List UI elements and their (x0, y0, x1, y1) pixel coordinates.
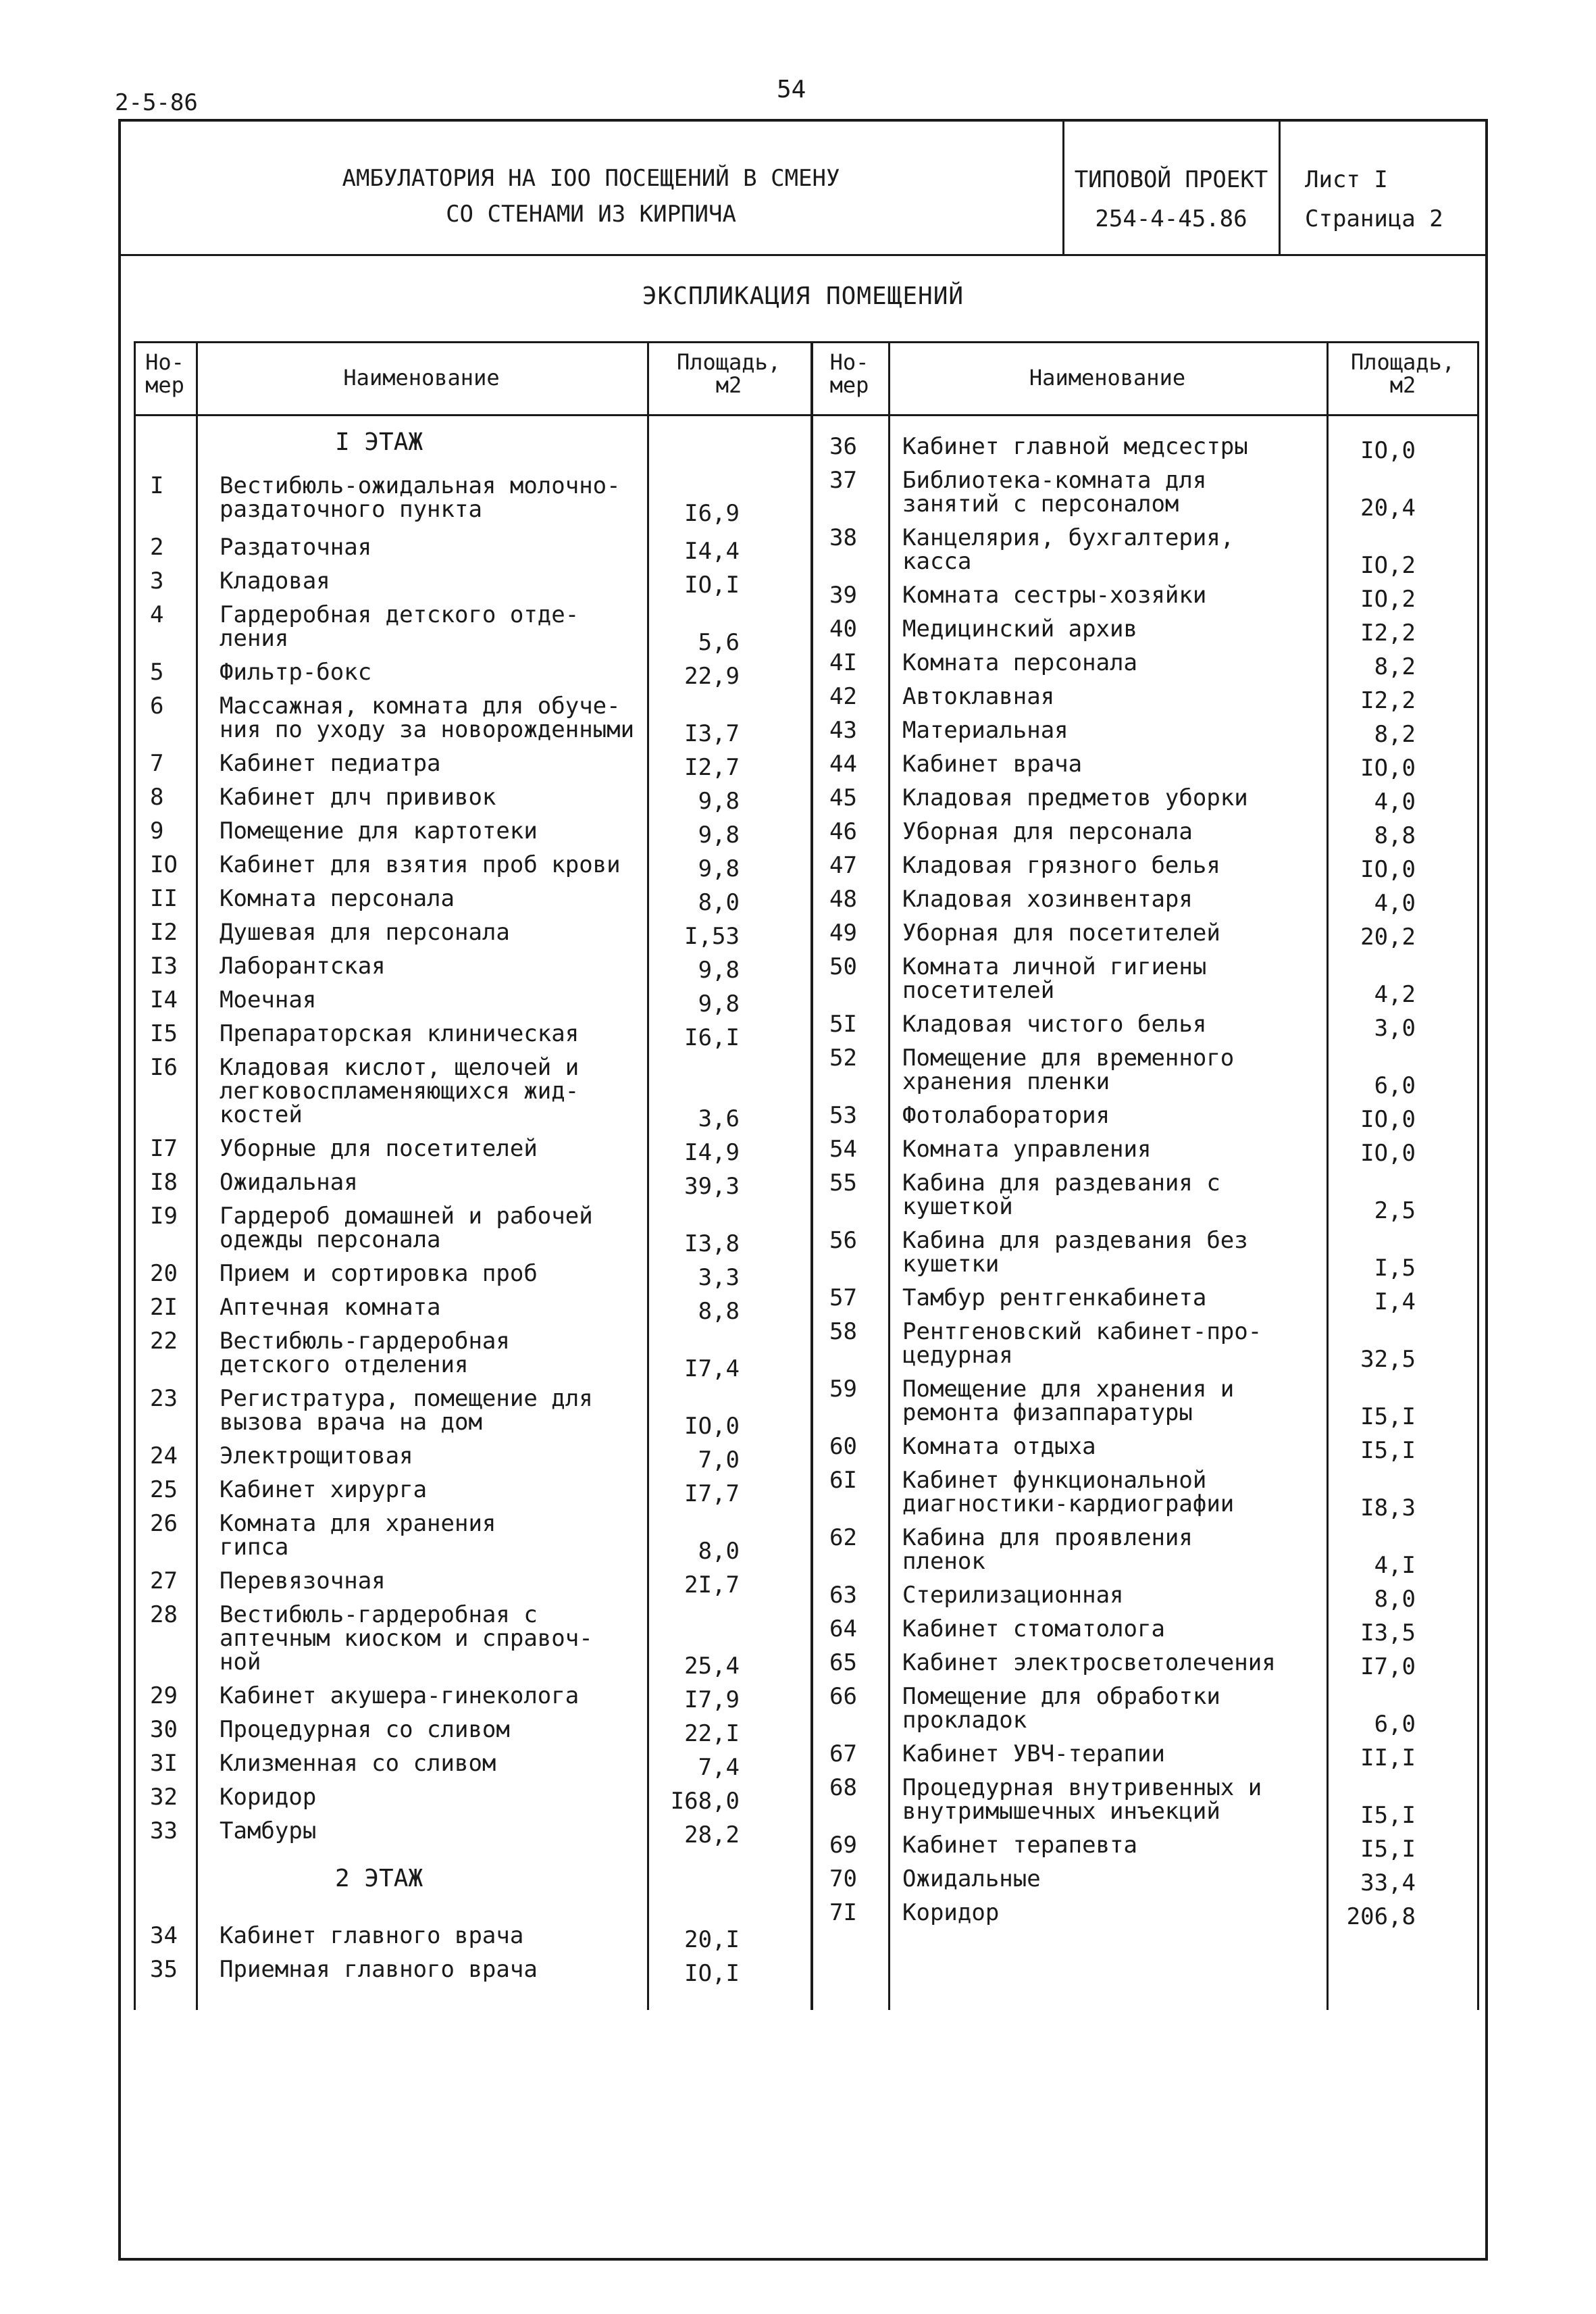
col-header-name-left: Наименование (343, 365, 500, 391)
room-area: I7,0 (1360, 1653, 1416, 1680)
room-area: IO,0 (1360, 437, 1416, 464)
col-header-num-line2: мер (829, 372, 869, 398)
room-number: 56 (829, 1227, 857, 1254)
room-name: Приемная главного врача (220, 1956, 538, 1983)
room-number: 68 (829, 1774, 857, 1801)
room-number: 32 (150, 1784, 178, 1811)
room-name: Ожидальная (220, 1169, 358, 1196)
room-area: II,I (1360, 1744, 1416, 1771)
room-name: Комната персонала (220, 885, 455, 912)
room-area: 22,9 (684, 663, 740, 690)
room-name: Комната отдыха (902, 1433, 1096, 1460)
room-number: 35 (150, 1956, 178, 1983)
col-header-area-line2: м2 (715, 372, 742, 398)
title-block-divider (118, 254, 1488, 256)
table-middle-divider (810, 341, 813, 2010)
room-name: Кладовая чистого белья (902, 1011, 1207, 1038)
room-name: Кабинет врача (902, 751, 1083, 778)
room-number: 54 (829, 1136, 857, 1163)
room-area: 22,I (684, 1720, 740, 1747)
room-number: 3 (150, 568, 164, 595)
room-name: Рентгеновский кабинет-про- цедурная (902, 1318, 1262, 1369)
room-number: I2 (150, 919, 178, 946)
room-number: I5 (150, 1020, 178, 1047)
section-floor-1: I ЭТАЖ (335, 428, 423, 456)
col-header-num-line2: мер (145, 372, 184, 398)
room-number: 20 (150, 1260, 178, 1287)
room-area: IO,0 (1360, 856, 1416, 883)
table-title: ЭКСПЛИКАЦИЯ ПОМЕЩЕНИЙ (642, 282, 964, 310)
room-name: Комната персонала (902, 649, 1137, 676)
room-area: 28,2 (684, 1821, 740, 1848)
room-number: 52 (829, 1045, 857, 1072)
room-number: 40 (829, 615, 857, 643)
room-name: Материальная (902, 717, 1069, 744)
room-name: Кабина для раздевания с кушеткой (902, 1169, 1220, 1220)
room-number: 25 (150, 1476, 178, 1503)
room-name: Вестибюль-гардеробная детского отделения (220, 1328, 510, 1378)
room-number: 43 (829, 717, 857, 744)
room-area: 20,2 (1360, 924, 1416, 951)
room-area: I7,9 (684, 1686, 740, 1713)
room-name: Кабинет для взятия проб крови (220, 851, 621, 878)
room-name: Гардеробная детского отде- ления (220, 601, 580, 652)
room-area: I4,4 (684, 538, 740, 565)
room-name: Прием и сортировка проб (220, 1260, 538, 1287)
col-header-area-right (1327, 351, 1479, 397)
room-name: Кабинет электросветолечения (902, 1649, 1276, 1676)
room-name: Кабинет главной медсестры (902, 433, 1248, 460)
room-area: 2I,7 (684, 1571, 740, 1599)
room-number: 63 (829, 1582, 857, 1609)
room-area: I2,2 (1360, 620, 1416, 647)
room-area: 7,4 (698, 1754, 740, 1781)
room-area: I6,9 (684, 500, 740, 527)
room-name: Фотолаборатория (902, 1102, 1110, 1129)
room-name: Уборная для персонала (902, 818, 1193, 845)
room-number: 23 (150, 1385, 178, 1412)
room-name: Перевязочная (220, 1567, 386, 1594)
col-header-num-line1: Но- (145, 349, 184, 375)
room-name: Помещение для хранения и ремонта физаппаратуры (902, 1376, 1235, 1426)
room-area: IO,I (684, 1960, 740, 1987)
room-area: IO,0 (684, 1413, 740, 1440)
document-title-line-1: АМБУЛАТОРИЯ НА IOO ПОСЕЩЕНИЙ В СМЕНУ (342, 165, 840, 192)
room-area: I3,8 (684, 1230, 740, 1257)
room-area: I3,7 (684, 720, 740, 747)
sheet-info (1305, 161, 1443, 239)
room-area: 4,I (1374, 1552, 1416, 1579)
room-name: Коридор (902, 1899, 1000, 1926)
room-area: 8,2 (1374, 721, 1416, 748)
col-header-num-line1: Но- (829, 349, 869, 375)
col-header-num-right (810, 351, 888, 397)
room-name: Кабинет главного врача (220, 1922, 524, 1949)
room-number: 70 (829, 1865, 857, 1892)
room-number: 7 (150, 750, 164, 777)
room-area: IO,2 (1360, 552, 1416, 579)
room-name: Кладовая грязного белья (902, 852, 1220, 879)
room-number: 64 (829, 1615, 857, 1642)
room-number: I8 (150, 1169, 178, 1196)
room-name: Кабинет длч прививок (220, 784, 496, 811)
sheet-number: Лист I (1305, 166, 1388, 193)
room-number: 62 (829, 1524, 857, 1551)
room-number: 5 (150, 659, 164, 686)
room-area: 3,0 (1374, 1015, 1416, 1042)
room-number: 55 (829, 1169, 857, 1197)
room-name: Уборные для посетителей (220, 1135, 538, 1162)
room-name: Аптечная комната (220, 1294, 441, 1321)
room-number: 37 (829, 467, 857, 494)
room-number: 27 (150, 1567, 178, 1594)
room-area: I,53 (684, 923, 740, 950)
room-number: 47 (829, 852, 857, 879)
room-number: 24 (150, 1442, 178, 1469)
room-area: 5,6 (698, 629, 740, 656)
room-number: 3I (150, 1750, 178, 1777)
room-area: I5,I (1360, 1437, 1416, 1464)
col-divider-num-left (196, 341, 198, 2010)
room-number: 67 (829, 1740, 857, 1767)
col-divider-num-right (888, 341, 890, 2010)
room-name: Комната сестры-хозяйки (902, 582, 1207, 609)
room-number: 66 (829, 1683, 857, 1710)
room-number: 5I (829, 1011, 857, 1038)
room-name: Помещение для временного хранения пленки (902, 1045, 1235, 1095)
room-name: Процедурная внутривенных и внутримышечных инъекций (902, 1774, 1262, 1825)
room-number: II (150, 885, 178, 912)
room-area: 20,4 (1360, 495, 1416, 522)
room-number: 42 (829, 683, 857, 710)
room-number: 53 (829, 1102, 857, 1129)
col-header-name-right: Наименование (1029, 365, 1186, 391)
room-name: Стерилизационная (902, 1582, 1124, 1609)
room-number: 6 (150, 693, 164, 720)
room-area: I7,7 (684, 1480, 740, 1507)
room-name: Библиотека-комната для занятий с персоналом (902, 467, 1207, 518)
room-name: Канцелярия, бухгалтерия, касса (902, 524, 1235, 575)
room-number: 50 (829, 953, 857, 980)
room-number: 36 (829, 433, 857, 460)
room-area: 3,6 (698, 1105, 740, 1132)
room-area: 6,0 (1374, 1711, 1416, 1738)
room-number: 38 (829, 524, 857, 551)
room-name: Кладовая кислот, щелочей и легковоспламеняющихся жид- костей (220, 1054, 580, 1128)
col-header-area-left (647, 351, 810, 397)
room-area: 8,8 (1374, 822, 1416, 849)
room-name: Уборная для посетителей (902, 920, 1220, 947)
room-area: 33,4 (1360, 1869, 1416, 1896)
room-name: Вестибюль-гардеробная с аптечным киоском и справоч- ной (220, 1601, 593, 1676)
room-name: Фильтр-бокс (220, 659, 372, 686)
room-number: 30 (150, 1716, 178, 1743)
room-number: 45 (829, 784, 857, 811)
room-number: 8 (150, 784, 164, 811)
room-area: IO,2 (1360, 586, 1416, 613)
room-name: Кладовая предметов уборки (902, 784, 1248, 811)
room-number: I6 (150, 1054, 178, 1081)
room-name: Автоклавная (902, 683, 1055, 710)
section-floor-2: 2 ЭТАЖ (335, 1865, 423, 1892)
room-number: 65 (829, 1649, 857, 1676)
room-name: Кабинет стоматолога (902, 1615, 1165, 1642)
page-number: 54 (777, 76, 806, 103)
room-name: Помещение для картотеки (220, 818, 538, 845)
room-number: 60 (829, 1433, 857, 1460)
room-number: 28 (150, 1601, 178, 1628)
room-number: 4 (150, 601, 164, 628)
room-name: Кладовая хозинвентаря (902, 886, 1193, 913)
room-number: 58 (829, 1318, 857, 1345)
room-name: Кладовая (220, 568, 330, 595)
room-name: Моечная (220, 986, 317, 1013)
room-area: I5,I (1360, 1802, 1416, 1829)
room-number: 69 (829, 1832, 857, 1859)
room-name: Вестибюль-ожидальная молочно- раздаточного пункта (220, 472, 621, 523)
room-area: IO,0 (1360, 1140, 1416, 1167)
room-name: Комната личной гигиены посетителей (902, 953, 1207, 1004)
room-area: 4,2 (1374, 981, 1416, 1008)
room-area: 8,2 (1374, 653, 1416, 680)
room-number: I3 (150, 953, 178, 980)
room-name: Кабина для раздевания без кушетки (902, 1227, 1248, 1278)
room-area: 9,8 (698, 990, 740, 1017)
room-number: 2I (150, 1294, 178, 1321)
room-name: Тамбур рентгенкабинета (902, 1284, 1207, 1311)
room-area: 9,8 (698, 788, 740, 815)
col-header-num-left (134, 351, 196, 397)
room-number: 46 (829, 818, 857, 845)
room-area: I5,I (1360, 1403, 1416, 1430)
room-area: 3,3 (698, 1264, 740, 1291)
room-number: 49 (829, 920, 857, 947)
room-number: 33 (150, 1817, 178, 1844)
room-name: Кабинет акушера-гинеколога (220, 1682, 580, 1709)
room-number: 57 (829, 1284, 857, 1311)
room-name: Препараторская клиническая (220, 1020, 580, 1047)
document-title-line-2: СО СТЕНАМИ ИЗ КИРПИЧА (446, 200, 736, 228)
room-number: 39 (829, 582, 857, 609)
room-area: 9,8 (698, 855, 740, 882)
project-info (1066, 161, 1277, 239)
room-name: Гардероб домашней и рабочей одежды персонала (220, 1203, 593, 1253)
room-area: 8,0 (1374, 1586, 1416, 1613)
room-area: I6,I (684, 1024, 740, 1051)
room-number: I9 (150, 1203, 178, 1230)
drawing-stamp: 2-5-86 (115, 89, 198, 116)
room-area: 7,0 (698, 1447, 740, 1474)
room-number: 4I (829, 649, 857, 676)
room-area: I8,3 (1360, 1494, 1416, 1521)
room-name: Душевая для персонала (220, 919, 510, 946)
room-area: 4,0 (1374, 788, 1416, 815)
room-number: 9 (150, 818, 164, 845)
room-area: I2,2 (1360, 687, 1416, 714)
col-header-area-line1: Площадь, (1350, 349, 1456, 375)
room-name: Массажная, комната для обуче- ния по уходу за новорожденными (220, 693, 635, 743)
room-area: 9,8 (698, 957, 740, 984)
room-area: 6,0 (1374, 1072, 1416, 1099)
room-area: I5,I (1360, 1836, 1416, 1863)
room-name: Коридор (220, 1784, 317, 1811)
room-number: 6I (829, 1467, 857, 1494)
room-name: Раздаточная (220, 534, 372, 561)
room-area: I4,9 (684, 1139, 740, 1166)
project-label: ТИПОВОЙ ПРОЕКТ (1074, 166, 1268, 193)
room-area: I7,4 (684, 1355, 740, 1382)
title-block-separator-1 (1062, 119, 1064, 254)
room-area: 8,0 (698, 1538, 740, 1565)
room-area: 2,5 (1374, 1197, 1416, 1224)
room-name: Кабинет терапевта (902, 1832, 1137, 1859)
room-name: Медицинский архив (902, 615, 1137, 643)
project-code: 254-4-45.86 (1095, 205, 1247, 232)
room-area: 9,8 (698, 822, 740, 849)
room-number: 2 (150, 534, 164, 561)
page-label: Страница 2 (1305, 205, 1443, 232)
room-name: Комната для хранения гипса (220, 1510, 496, 1561)
room-number: I4 (150, 986, 178, 1013)
room-name: Клизменная со сливом (220, 1750, 496, 1777)
col-header-area-line1: Площадь, (676, 349, 781, 375)
room-name: Лаборантская (220, 953, 386, 980)
room-name: Процедурная со сливом (220, 1716, 510, 1743)
document-title (122, 161, 1060, 232)
room-name: Электрощитовая (220, 1442, 413, 1469)
title-block-separator-2 (1279, 119, 1281, 254)
room-name: Помещение для обработки прокладок (902, 1683, 1220, 1734)
room-area: IO,0 (1360, 755, 1416, 782)
room-name: Тамбуры (220, 1817, 317, 1844)
room-area: 32,5 (1360, 1346, 1416, 1373)
room-area: 8,0 (698, 889, 740, 916)
col-header-area-line2: м2 (1389, 372, 1416, 398)
room-name: Регистратура, помещение для вызова врача на дом (220, 1385, 593, 1436)
room-name: Кабина для проявления пленок (902, 1524, 1193, 1575)
room-number: I7 (150, 1135, 178, 1162)
room-number: I (150, 472, 164, 499)
room-number: 26 (150, 1510, 178, 1537)
room-area: 206,8 (1346, 1903, 1416, 1930)
room-name: Комната управления (902, 1136, 1152, 1163)
room-number: 48 (829, 886, 857, 913)
room-area: IO,0 (1360, 1106, 1416, 1133)
room-area: I,4 (1374, 1288, 1416, 1315)
room-area: I2,7 (684, 754, 740, 781)
room-name: Кабинет педиатра (220, 750, 441, 777)
room-name: Кабинет хирурга (220, 1476, 428, 1503)
room-number: 29 (150, 1682, 178, 1709)
room-number: 44 (829, 751, 857, 778)
room-area: 20,I (684, 1926, 740, 1953)
room-area: 25,4 (684, 1653, 740, 1680)
room-number: 22 (150, 1328, 178, 1355)
room-number: 59 (829, 1376, 857, 1403)
room-name: Кабинет УВЧ-терапии (902, 1740, 1165, 1767)
room-number: 34 (150, 1922, 178, 1949)
room-area: 8,8 (698, 1298, 740, 1325)
room-area: I3,5 (1360, 1619, 1416, 1646)
room-name: Кабинет функциональной диагностики-кардиографии (902, 1467, 1235, 1517)
table-header-divider (134, 414, 1479, 416)
room-area: 4,0 (1374, 890, 1416, 917)
room-name: Ожидальные (902, 1865, 1041, 1892)
room-area: I,5 (1374, 1255, 1416, 1282)
room-number: IO (150, 851, 178, 878)
room-number: 7I (829, 1899, 857, 1926)
room-area: I68,0 (670, 1788, 740, 1815)
room-area: IO,I (684, 572, 740, 599)
room-area: 39,3 (684, 1173, 740, 1200)
